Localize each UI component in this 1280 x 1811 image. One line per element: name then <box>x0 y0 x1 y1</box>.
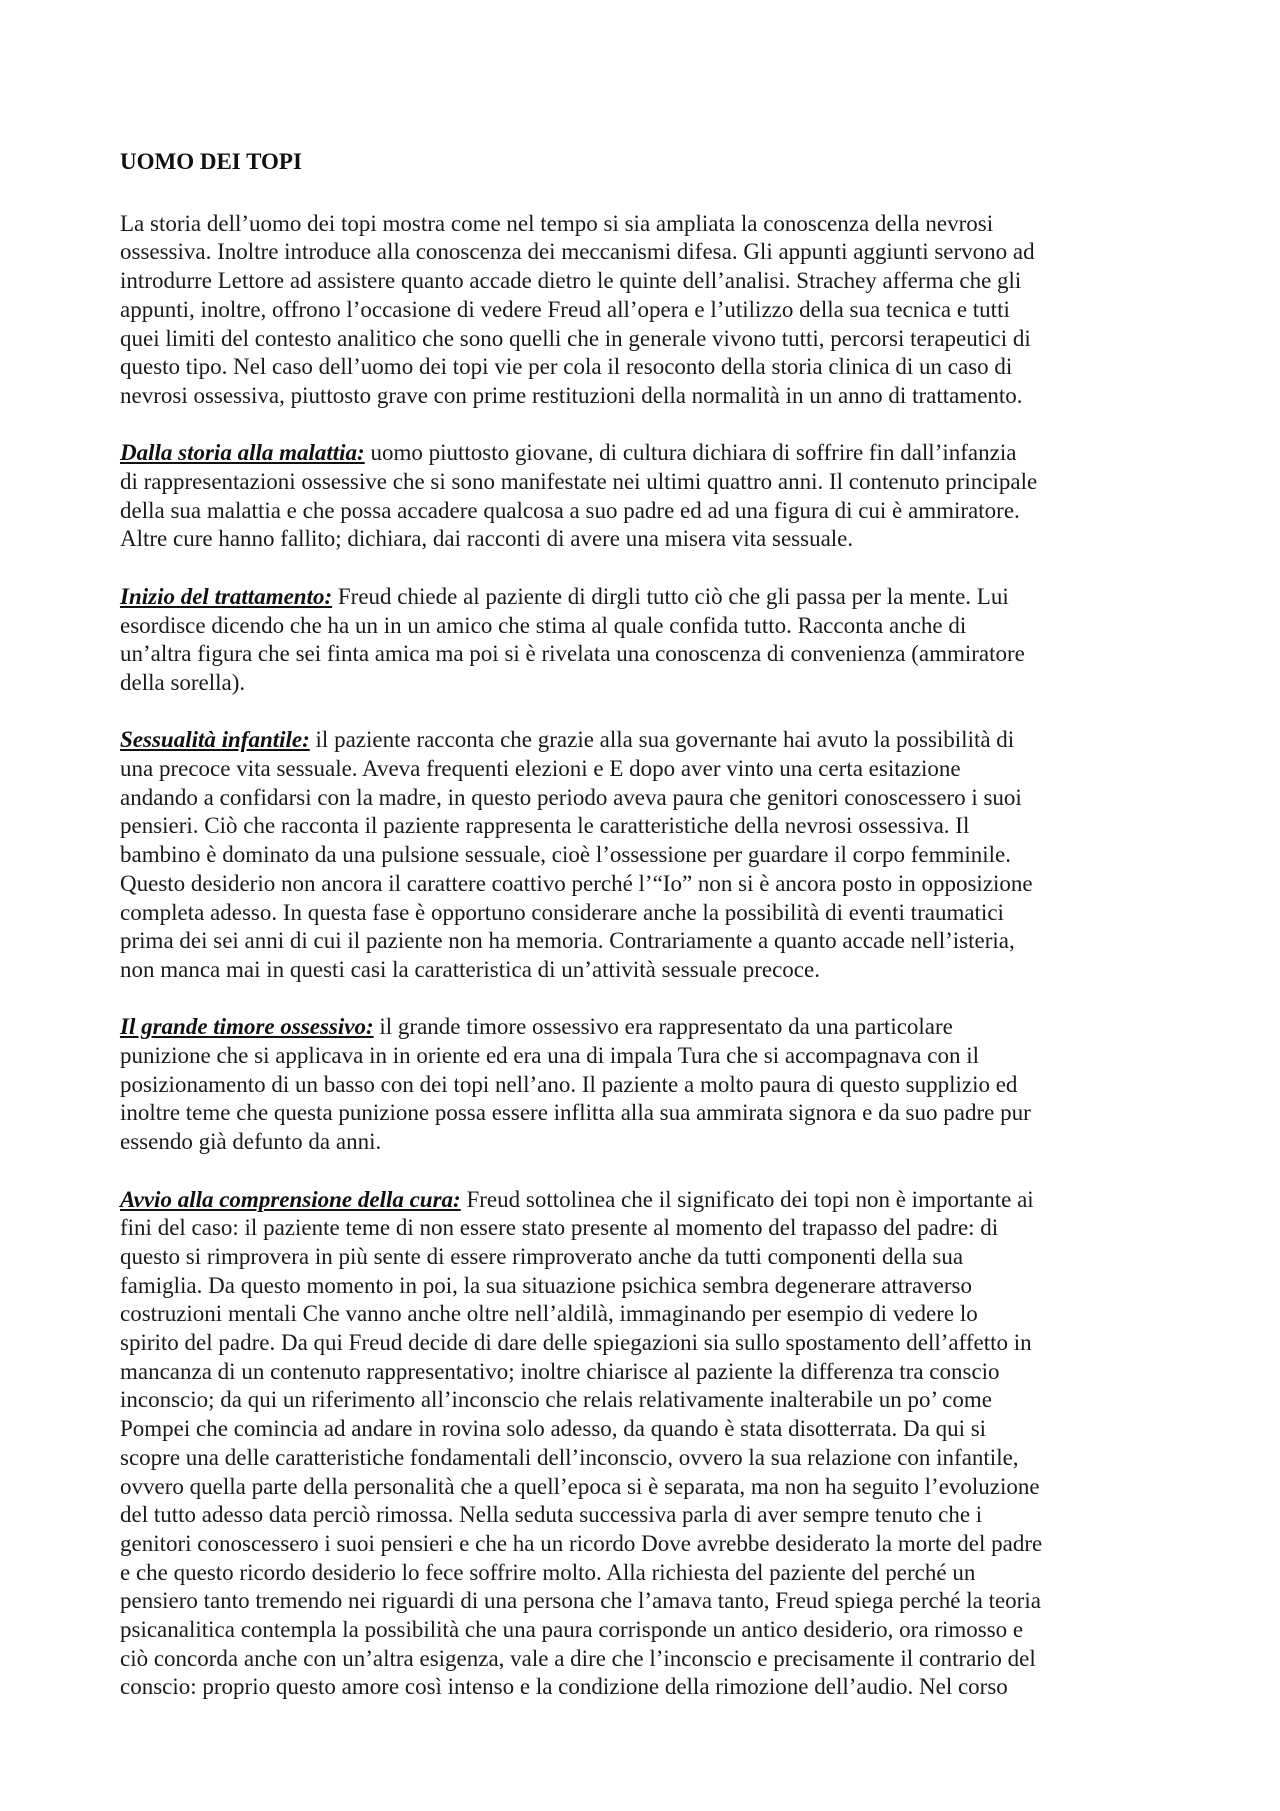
section-text: il grande timore ossessivo era rappresentato da una particolare punizione che si applicava in in oriente ed era una di impala Tura che si accompagnava con il posizionamento di un basso con dei topi nell’ano. Il paziente a molto paura di questo supplizio ed inoltre teme che questa punizione possa essere inflitta alla sua ammirata signora e da suo padre pur essendo già defunto da anni. <box>120 1014 1031 1155</box>
section-inizio-trattamento <box>120 583 1160 698</box>
section-heading: Dalla storia alla malattia: <box>120 440 365 466</box>
section-dalla-storia <box>120 439 1160 554</box>
section-sessualita-infantile <box>120 726 1160 984</box>
section-heading: Inizio del trattamento: <box>120 583 333 609</box>
section-text: Freud chiede al paziente di dirgli tutto ciò che gli passa per la mente. Lui esordisce dicendo che ha un in un amico che stima al quale confida tutto. Racconta anche di un’altra figura che sei finta amica ma poi si è rivelata una conoscenza di convenienza (ammiratore della sorella). <box>120 583 1025 695</box>
section-heading: Sessualità infantile: <box>120 727 310 753</box>
section-avvio-comprensione <box>120 1186 1160 1703</box>
intro-paragraph: La storia dell’uomo dei topi mostra come nel tempo si sia ampliata la conoscenza della nevrosi ossessiva. Inoltre introduce alla conoscenza dei meccanismi difesa. Gli appunti aggiunti servono ad introdurre Lettore ad assistere quanto accade dietro le quinte dell’analisi. Strachey afferma che gli appunti, inoltre, offrono l’occasione di vedere Freud all’opera e l’utilizzo della sua tecnica e tutti quei limiti del contesto analitico che sono quelli che in generale vivono tutti, percorsi terapeutici di questo tipo. Nel caso dell’uomo dei topi vie per cola il resoconto della storia clinica di un caso di nevrosi ossessiva, piuttosto grave con prime restituzioni della normalità in un anno di trattamento. <box>120 210 1035 408</box>
section-heading: Avvio alla comprensione della cura: <box>120 1186 461 1212</box>
section-grande-timore <box>120 1013 1160 1157</box>
document-title: UOMO DEI TOPI <box>120 149 302 174</box>
section-heading: Il grande timore ossessivo: <box>120 1014 374 1040</box>
section-text: uomo piuttosto giovane, di cultura dichiara di soffrire fin dall’infanzia di rappresentazioni ossessive che si sono manifestate nei ultimi quattro anni. Il contenuto principale della sua malattia e che possa accadere qualcosa a suo padre ed ad una figura di cui è ammiratore. Altre cure hanno fallito; dichiara, dai racconti di avere una misera vita sessuale. <box>120 440 1038 552</box>
section-text: il paziente racconta che grazie alla sua governante hai avuto la possibilità di una precoce vita sessuale. Aveva frequenti elezioni e E dopo aver vinto una certa esitazione andando a confidarsi con la madre, in questo periodo aveva paura che genitori conoscessero i suoi pensieri. Ciò che racconta il paziente rappresenta le caratteristiche della nevrosi ossessiva. Il bambino è dominato da una pulsione sessuale, cioè l’ossessione per guardare il corpo femminile. Questo desiderio non ancora il carattere coattivo perché l’“Io” non si è ancora posto in opposizione completa adesso. In questa fase è opportuno considerare anche la possibilità di eventi traumatici prima dei sei anni di cui il paziente non ha memoria. Contrariamente a quanto accade nell’isteria, non manca mai in questi casi la caratteristica di un’attività sessuale precoce. <box>120 727 1033 982</box>
section-text: Freud sottolinea che il significato dei topi non è importante ai fini del caso: il paziente teme di non essere stato presente al momento del trapasso del padre: di questo si rimprovera in più sente di essere rimproverato anche da tutti componenti della sua famiglia. Da questo momento in poi, la sua situazione psichica sembra degenerare attraverso costruzioni mentali Che vanno anche oltre nell’aldilà, immaginando per esempio di vedere lo spirito del padre. Da qui Freud decide di dare delle spiegazioni sia sullo spostamento dell’affetto in mancanza di un contenuto rappresentativo; inoltre chiarisce al paziente la differenza tra conscio inconscio; da qui un riferimento all’inconscio che relais relativamente inalterabile un po’ come Pompei che comincia ad andare in rovina solo adesso, da quando è stata disotterrata. Da qui si scopre una delle caratteristiche fondamentali dell’inconscio, ovvero la sua relazione con infantile, ovvero quella parte della personalità che a quell’epoca si è separata, ma non ha seguito l’evoluzione del tutto adesso data perciò rimossa. Nella seduta successiva parla di aver sempre tenuto che i genitori conoscessero i suoi pensieri e che ha un ricordo Dove avrebbe desiderato la morte del padre e che questo ricordo desiderio lo fece soffrire molto. Alla richiesta del paziente del perché un pensiero tanto tremendo nei riguardi di una persona che l’amava tanto, Freud spiega perché la teoria psicanalitica contempla la possibilità che una paura corrisponde un antico desiderio, ora rimosso e ciò concorda anche con un’altra esigenza, vale a dire che l’inconscio e precisamente il contrario del conscio: proprio questo amore così intenso e la condizione della rimozione dell’audio. Nel corso <box>120 1186 1043 1700</box>
document-body <box>120 148 1160 1731</box>
